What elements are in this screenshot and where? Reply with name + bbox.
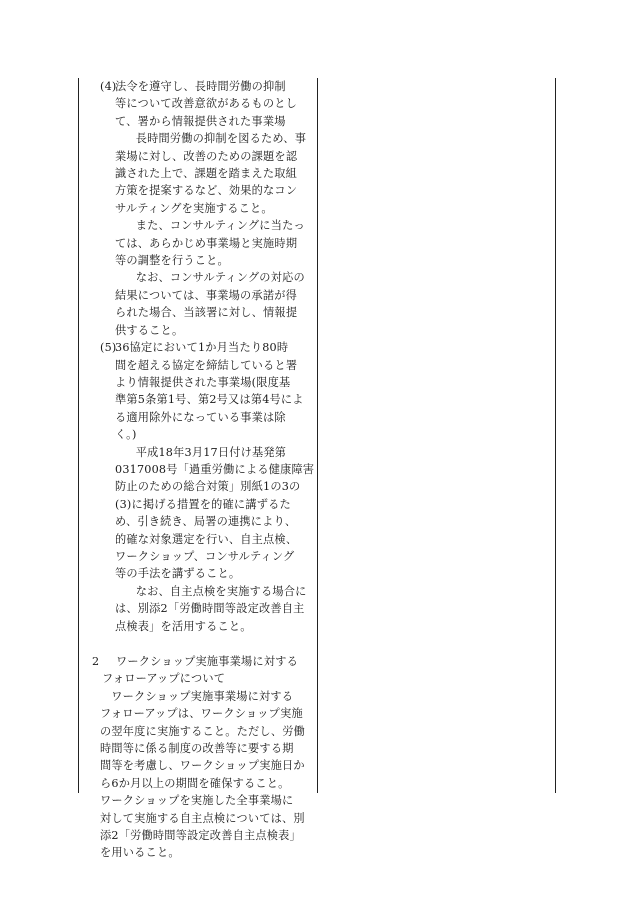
- item-4-heading-line: 等について改善意欲があるものとし: [115, 97, 297, 111]
- item-4-paragraph-1: [115, 130, 318, 217]
- section-2-heading-line: ワークショップ実施事業場に対する: [116, 655, 298, 668]
- section-2-body: [100, 688, 318, 862]
- paragraph-line: 業場に対し、改善のための課題を認: [115, 149, 298, 163]
- paragraph-line: 識された上で、課題を踏まえた取組: [115, 167, 297, 181]
- paragraph-line: サルティングを実施すること。: [115, 201, 273, 215]
- paragraph-line: なお、コンサルティングの対応の: [135, 271, 305, 285]
- section-2-heading-line: フォローアップについて: [102, 672, 226, 686]
- paragraph-line: 点検表」を活用すること。: [115, 619, 252, 633]
- paragraph-line: め、引き続き、局署の連携により、: [115, 515, 297, 529]
- section-2-body-line: フォローアップは、ワークショップ実施: [100, 707, 303, 721]
- paragraph-line: 等の調整を行うこと。: [115, 254, 229, 268]
- item-5-heading-line: 36協定において1か月当たり80時: [115, 341, 289, 355]
- paragraph-line: 防止のための総合対策」別紙1の3の: [115, 480, 301, 494]
- right-border-line: [555, 78, 556, 793]
- item-5-heading: [115, 339, 318, 443]
- section-2-body-line: を用いること。: [100, 846, 180, 860]
- item-4-heading: [115, 78, 318, 130]
- paragraph-line: ては、あらかじめ事業場と実施時期: [115, 236, 298, 250]
- paragraph-line: は、別添2「労働時間等設定改善自主: [115, 602, 305, 616]
- item-4-paragraph-3: [115, 269, 318, 339]
- section-2-body-line: 対して実施する自主点検については、別: [100, 811, 305, 825]
- item-5-paragraph-2: [115, 583, 318, 635]
- left-column-text: [90, 78, 318, 862]
- section-2-body-line: 添2「労働時間等設定改善自主点検表」: [100, 829, 301, 843]
- paragraph-line: また、コンサルティングに当たっ: [135, 219, 305, 233]
- item-5-heading-line: る適用除外になっている事業は除: [115, 410, 286, 424]
- section-2-body-line: 間等を考慮し、ワークショップ実施日か: [100, 759, 305, 773]
- item-4-number: (4): [100, 80, 117, 93]
- section-2-heading: [102, 653, 318, 688]
- paragraph-line: (3)に掲げる措置を的確に講ずるた: [115, 497, 291, 511]
- paragraph-line: 結果については、事業場の承諾が得: [115, 288, 297, 302]
- item-5-number: (5): [100, 341, 117, 355]
- section-2-body-line: の翌年度に実施すること。ただし、労働: [100, 724, 305, 738]
- paragraph-line: 等の手法を講ずること。: [115, 567, 241, 581]
- item-5-heading-line: 準第5条第1号、第2号又は第4号によ: [115, 393, 304, 407]
- item-5-heading-line: より情報提供された事業場(限度基: [115, 375, 291, 389]
- item-5-heading-line: く。): [115, 428, 137, 442]
- section-2-body-line: ら6か月以上の期間を確保すること。: [100, 776, 290, 790]
- paragraph-line: なお、自主点検を実施する場合に: [135, 584, 307, 598]
- left-border-line: [78, 78, 79, 793]
- paragraph-line: られた場合、当該署に対し、情報提: [115, 306, 298, 320]
- section-2-number: 2: [92, 655, 100, 668]
- item-4-heading-line: 法令を遵守し、長時間労働の抑制: [115, 80, 286, 93]
- section-2-body-line: 時間等に係る制度の改善等に要する期: [100, 742, 294, 756]
- paragraph-line: ワークショップ、コンサルティング: [115, 549, 295, 563]
- paragraph-line: 供すること。: [115, 323, 184, 337]
- section-2: [90, 653, 318, 862]
- section-2-body-line: ワークショップ実施事業場に対する: [111, 689, 294, 703]
- item-5-paragraph-1: [115, 444, 318, 583]
- paragraph-line: 0317008号「過重労働による健康障害: [115, 462, 315, 476]
- paragraph-line: 長時間労働の抑制を図るため、事: [135, 132, 307, 146]
- item-5: [90, 339, 318, 635]
- paragraph-line: 平成18年3月17日付け基発第: [135, 445, 287, 459]
- section-2-body-line: ワークショップを実施した全事業場に: [100, 794, 294, 808]
- item-5-heading-line: 間を超える協定を締結していると署: [115, 358, 298, 372]
- item-4-paragraph-2: [115, 217, 318, 269]
- paragraph-line: 方策を提案するなど、効果的なコン: [115, 184, 298, 198]
- paragraph-line: 的確な対象選定を行い、自主点検、: [115, 532, 298, 546]
- item-4: [90, 78, 318, 339]
- item-4-heading-line: て、署から情報提供された事業場: [115, 114, 286, 128]
